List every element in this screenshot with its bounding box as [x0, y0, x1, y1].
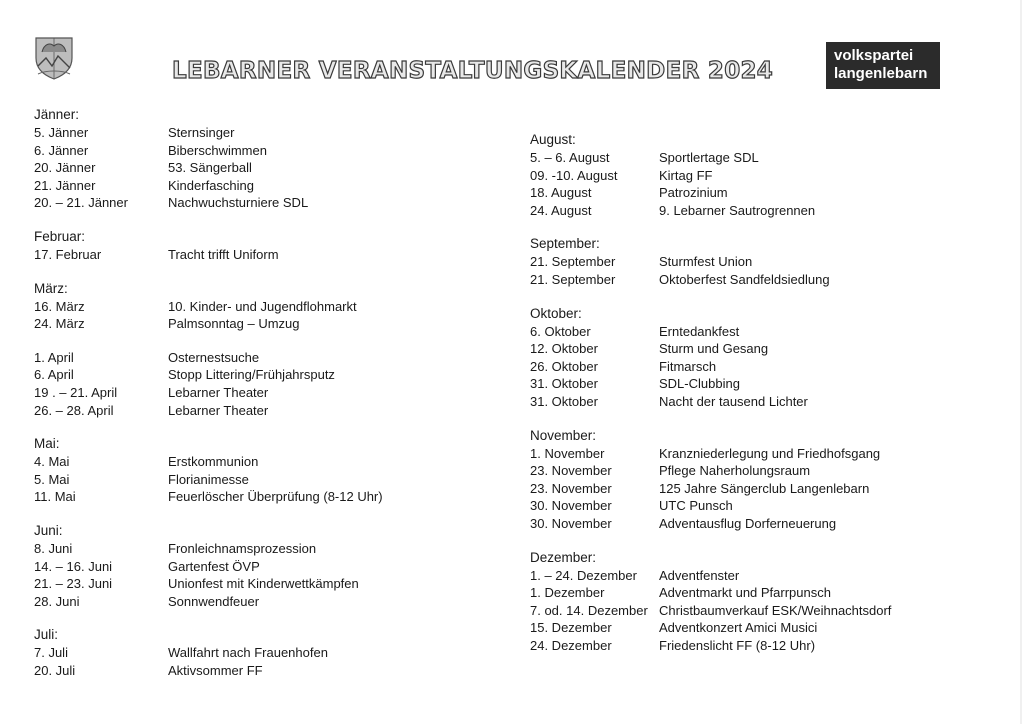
- event-date: 14. – 16. Juni: [34, 558, 113, 574]
- month-heading: März:: [34, 280, 68, 296]
- event-row: [34, 124, 474, 142]
- event-date: 23. November: [530, 463, 612, 479]
- event-name: Erntedankfest: [659, 323, 740, 339]
- event-row: [530, 480, 950, 498]
- event-date: 17. Februar: [34, 246, 102, 262]
- event-name: Christbaumverkauf ESK/Weihnachtsdorf: [659, 602, 892, 618]
- month-block: [34, 228, 474, 264]
- event-date: 24. März: [34, 316, 85, 332]
- event-row: [34, 471, 474, 489]
- event-name: Kirtag FF: [659, 167, 713, 183]
- event-name: Friedenslicht FF (8-12 Uhr): [659, 637, 816, 653]
- event-date: 30. November: [530, 515, 612, 531]
- event-name: Pflege Naherholungsraum: [659, 463, 811, 479]
- event-date: 7. od. 14. Dezember: [530, 602, 648, 618]
- event-date: 7. Juli: [34, 645, 68, 661]
- event-name: Lebarner Theater: [168, 402, 269, 418]
- month-block: [34, 435, 474, 506]
- event-name: Unionfest mit Kinderwettkämpfen: [168, 576, 359, 592]
- event-row: [34, 662, 474, 680]
- event-date: 21. September: [530, 254, 616, 270]
- event-date: 16. März: [34, 298, 85, 314]
- event-row: [34, 366, 474, 384]
- event-row: [34, 558, 474, 576]
- event-name: Nachwuchsturniere SDL: [168, 195, 309, 211]
- event-name: Sportlertage SDL: [659, 150, 759, 165]
- event-row: [34, 593, 474, 611]
- event-row: [34, 488, 474, 506]
- event-name: Sturmfest Union: [659, 254, 753, 270]
- event-name: Tracht trifft Uniform: [168, 246, 279, 262]
- month-block: [34, 349, 474, 419]
- event-date: 5. Mai: [34, 471, 70, 487]
- party-logo-line1: volkspartei: [834, 47, 914, 64]
- event-date: 20. Jänner: [34, 160, 96, 176]
- party-logo-line2: langenlebarn: [834, 65, 928, 82]
- event-date: 20. Juli: [34, 662, 76, 678]
- event-row: [530, 253, 950, 271]
- event-row: [530, 393, 950, 411]
- month-heading: Juli:: [34, 627, 59, 643]
- month-heading: Juni:: [34, 522, 63, 538]
- event-date: 24. August: [530, 202, 592, 218]
- event-row: [34, 142, 474, 160]
- event-row: [34, 246, 474, 264]
- event-name: Lebarner Theater: [168, 384, 269, 400]
- event-row: [530, 149, 950, 167]
- event-date: 1. Dezember: [530, 585, 605, 601]
- event-date: 26. Oktober: [530, 358, 598, 374]
- event-date: 11. Mai: [34, 489, 76, 505]
- event-row: [530, 375, 950, 393]
- event-name: Stopp Littering/Frühjahrsputz: [168, 367, 335, 383]
- event-row: [34, 384, 474, 402]
- month-heading: Februar:: [34, 228, 86, 244]
- event-name: Erstkommunion: [168, 454, 259, 470]
- event-name: Adventmarkt und Pfarrpunsch: [659, 585, 831, 601]
- month-heading: Dezember:: [530, 549, 597, 565]
- event-row: [34, 159, 474, 177]
- event-date: 21. September: [530, 271, 616, 287]
- event-row: [34, 315, 474, 333]
- event-row: [530, 358, 950, 376]
- event-row: [34, 402, 474, 420]
- event-date: 31. Oktober: [530, 376, 598, 392]
- month-block: [34, 280, 474, 333]
- left-column: [34, 106, 474, 695]
- event-name: Palmsonntag – Umzug: [168, 316, 300, 332]
- month-heading: Mai:: [34, 436, 60, 452]
- event-name: Adventfenster: [659, 567, 740, 583]
- month-block: [530, 131, 950, 219]
- event-row: [34, 349, 474, 367]
- event-name: Feuerlöscher Überprüfung (8-12 Uhr): [168, 489, 383, 505]
- month-block: [34, 626, 474, 679]
- event-name: 9. Lebarner Sautrogrennen: [659, 202, 816, 218]
- event-date: 24. Dezember: [530, 637, 612, 653]
- month-block: [530, 305, 950, 411]
- event-date: 21. – 23. Juni: [34, 576, 113, 592]
- month-heading: Oktober:: [530, 305, 582, 321]
- event-name: Adventausflug Dorferneuerung: [659, 515, 837, 531]
- event-date: 6. Oktober: [530, 323, 591, 339]
- event-date: 5. – 6. August: [530, 150, 610, 165]
- event-row: [34, 194, 474, 212]
- coat-of-arms-icon: [34, 36, 74, 80]
- event-row: [530, 323, 950, 341]
- event-row: [530, 567, 950, 585]
- event-date: 30. November: [530, 498, 612, 514]
- event-name: Wallfahrt nach Frauenhofen: [168, 645, 328, 661]
- month-block: [530, 235, 950, 288]
- event-name: SDL-Clubbing: [659, 376, 740, 392]
- event-date: 18. August: [530, 185, 592, 201]
- event-row: [34, 540, 474, 558]
- page-title: LEBARNER VERANSTALTUNGSKALENDER 2024: [172, 58, 774, 84]
- event-row: [530, 445, 950, 463]
- event-name: Osternestsuche: [168, 349, 260, 365]
- event-name: Sturm und Gesang: [659, 341, 769, 357]
- event-name: Aktivsommer FF: [168, 662, 263, 678]
- party-logo: [826, 42, 940, 89]
- event-date: 5. Jänner: [34, 125, 89, 140]
- event-date: 20. – 21. Jänner: [34, 195, 128, 211]
- event-row: [530, 167, 950, 185]
- event-name: Kinderfasching: [168, 177, 254, 193]
- event-name: Patrozinium: [659, 185, 728, 201]
- event-date: 26. – 28. April: [34, 402, 114, 418]
- event-name: Sonnwendfeuer: [168, 593, 260, 609]
- event-date: 19 . – 21. April: [34, 384, 118, 400]
- event-row: [530, 602, 950, 620]
- event-row: [530, 515, 950, 533]
- event-name: 53. Sängerball: [168, 160, 252, 176]
- event-date: 1. – 24. Dezember: [530, 567, 637, 583]
- event-name: Sternsinger: [168, 125, 235, 140]
- event-date: 28. Juni: [34, 593, 80, 609]
- event-row: [34, 644, 474, 662]
- event-date: 23. November: [530, 480, 612, 496]
- event-date: 6. April: [34, 367, 74, 383]
- month-heading: August:: [530, 132, 576, 147]
- event-date: 21. Jänner: [34, 177, 96, 193]
- month-block: [530, 427, 950, 533]
- event-date: 09. -10. August: [530, 167, 618, 183]
- event-date: 8. Juni: [34, 540, 73, 556]
- event-date: 31. Oktober: [530, 393, 598, 409]
- event-name: Gartenfest ÖVP: [168, 558, 260, 574]
- event-row: [530, 497, 950, 515]
- event-row: [530, 637, 950, 655]
- event-row: [34, 453, 474, 471]
- event-row: [530, 340, 950, 358]
- event-row: [530, 462, 950, 480]
- event-name: Fitmarsch: [659, 358, 717, 374]
- event-date: 1. April: [34, 349, 74, 365]
- month-block: [530, 549, 950, 655]
- month-block: [34, 106, 474, 212]
- month-heading: November:: [530, 427, 597, 443]
- event-row: [530, 584, 950, 602]
- event-name: 125 Jahre Sängerclub Langenlebarn: [659, 480, 870, 496]
- event-date: 6. Jänner: [34, 142, 89, 158]
- event-name: UTC Punsch: [659, 498, 733, 514]
- month-block: [34, 522, 474, 610]
- event-name: Nacht der tausend Lichter: [659, 393, 808, 409]
- event-row: [530, 619, 950, 637]
- event-name: Oktoberfest Sandfeldsiedlung: [659, 271, 830, 287]
- right-column: [530, 131, 950, 670]
- event-date: 12. Oktober: [530, 341, 598, 357]
- event-date: 4. Mai: [34, 454, 70, 470]
- month-heading: Jänner:: [34, 107, 80, 122]
- event-row: [34, 177, 474, 195]
- event-date: 1. November: [530, 445, 605, 461]
- event-row: [530, 184, 950, 202]
- event-name: Florianimesse: [168, 471, 249, 487]
- scan-edge: [1020, 0, 1022, 724]
- event-name: Fronleichnamsprozession: [168, 540, 317, 556]
- event-row: [34, 298, 474, 316]
- event-row: [530, 271, 950, 289]
- event-name: Adventkonzert Amici Musici: [659, 620, 818, 636]
- event-row: [530, 202, 950, 220]
- month-heading: September:: [530, 236, 600, 252]
- event-name: 10. Kinder- und Jugendflohmarkt: [168, 298, 357, 314]
- event-name: Biberschwimmen: [168, 142, 267, 158]
- event-name: Kranzniederlegung und Friedhofsgang: [659, 445, 881, 461]
- event-row: [34, 575, 474, 593]
- event-date: 15. Dezember: [530, 620, 612, 636]
